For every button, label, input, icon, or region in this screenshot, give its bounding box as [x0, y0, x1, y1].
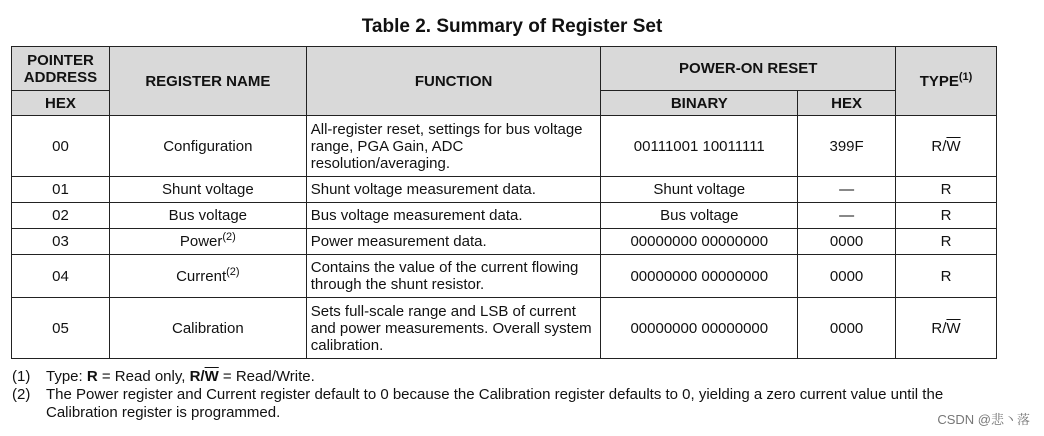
footnote-2: [12, 386, 1002, 422]
header-type: TYPE$^{(1)}$: [896, 47, 997, 116]
cell-pointer-address: 05: [12, 298, 110, 359]
cell-binary: 00000000 00000000: [601, 229, 798, 255]
cell-pointer-address: 02: [12, 203, 110, 229]
cell-type: R: [896, 229, 997, 255]
cell-hex: —: [798, 203, 896, 229]
cell-binary: 00111001 10011111: [601, 116, 798, 177]
cell-pointer-address: 03: [12, 229, 110, 255]
cell-type: R: [896, 203, 997, 229]
cell-hex: —: [798, 177, 896, 203]
cell-binary: 00000000 00000000: [601, 255, 798, 298]
cell-register-name: Calibration: [109, 298, 306, 359]
header-binary: BINARY: [601, 91, 798, 116]
cell-binary: 00000000 00000000: [601, 298, 798, 359]
cell-pointer-address: 04: [12, 255, 110, 298]
cell-function: Shunt voltage measurement data.: [306, 177, 601, 203]
cell-hex: 0000: [798, 255, 896, 298]
cell-type: $R/\overline{W}$: [896, 298, 997, 359]
table-row: [12, 229, 997, 255]
register-table: [11, 46, 997, 359]
footnote-1-text: Type: R = Read only, $R/\overline{W}$ = Read/Write.: [46, 368, 315, 385]
table-row: [12, 255, 997, 298]
cell-function: Bus voltage measurement data.: [306, 203, 601, 229]
header-register-name: REGISTER NAME: [109, 47, 306, 116]
cell-hex: 0000: [798, 229, 896, 255]
header-type-note: (1): [958, 70, 973, 83]
cell-function: All-register reset, settings for bus voltage range, PGA Gain, ADC resolution/averaging.: [306, 116, 601, 177]
table-row: [12, 298, 997, 359]
cell-function: Power measurement data.: [306, 229, 601, 255]
cell-type: R: [896, 255, 997, 298]
table-row: [12, 177, 997, 203]
footnote-1: [12, 368, 1002, 386]
cell-pointer-address: 01: [12, 177, 110, 203]
table-row: [12, 116, 997, 177]
cell-register-name: Current$^{(2)}$: [109, 255, 306, 298]
header-hex: HEX: [12, 91, 110, 116]
cell-register-name: Power$^{(2)}$: [109, 229, 306, 255]
cell-type: R: [896, 177, 997, 203]
cell-register-name: Shunt voltage: [109, 177, 306, 203]
table-row: [12, 203, 997, 229]
cell-function: Contains the value of the current flowing through the shunt resistor.: [306, 255, 601, 298]
table-title: Table 2. Summary of Register Set: [361, 16, 663, 37]
cell-function: Sets full-scale range and LSB of current and power measurements. Overall system calibration.: [306, 298, 601, 359]
watermark: CSDN @悲丶落: [937, 412, 1030, 427]
header-function: FUNCTION: [306, 47, 601, 116]
cell-pointer-address: 00: [12, 116, 110, 177]
cell-register-name: Configuration: [109, 116, 306, 177]
header-pointer-address: POINTER ADDRESS: [12, 47, 110, 91]
footnote-2-number: (2): [12, 386, 31, 403]
cell-hex: 0000: [798, 298, 896, 359]
cell-register-name: Bus voltage: [109, 203, 306, 229]
cell-binary: Bus voltage: [601, 203, 798, 229]
header-por-hex: HEX: [798, 91, 896, 116]
footnote-1-number: (1): [12, 368, 31, 385]
footnote-2-text: The Power register and Current register default to 0 because the Calibration register defaults to 0, yielding a zero current value until the Calibration register is programmed.: [46, 386, 944, 421]
header-power-on-reset: POWER-ON RESET: [601, 47, 896, 91]
cell-hex: 399F: [798, 116, 896, 177]
cell-binary: Shunt voltage: [601, 177, 798, 203]
footnotes: [12, 368, 1002, 422]
cell-type: $R/\overline{W}$: [896, 116, 997, 177]
